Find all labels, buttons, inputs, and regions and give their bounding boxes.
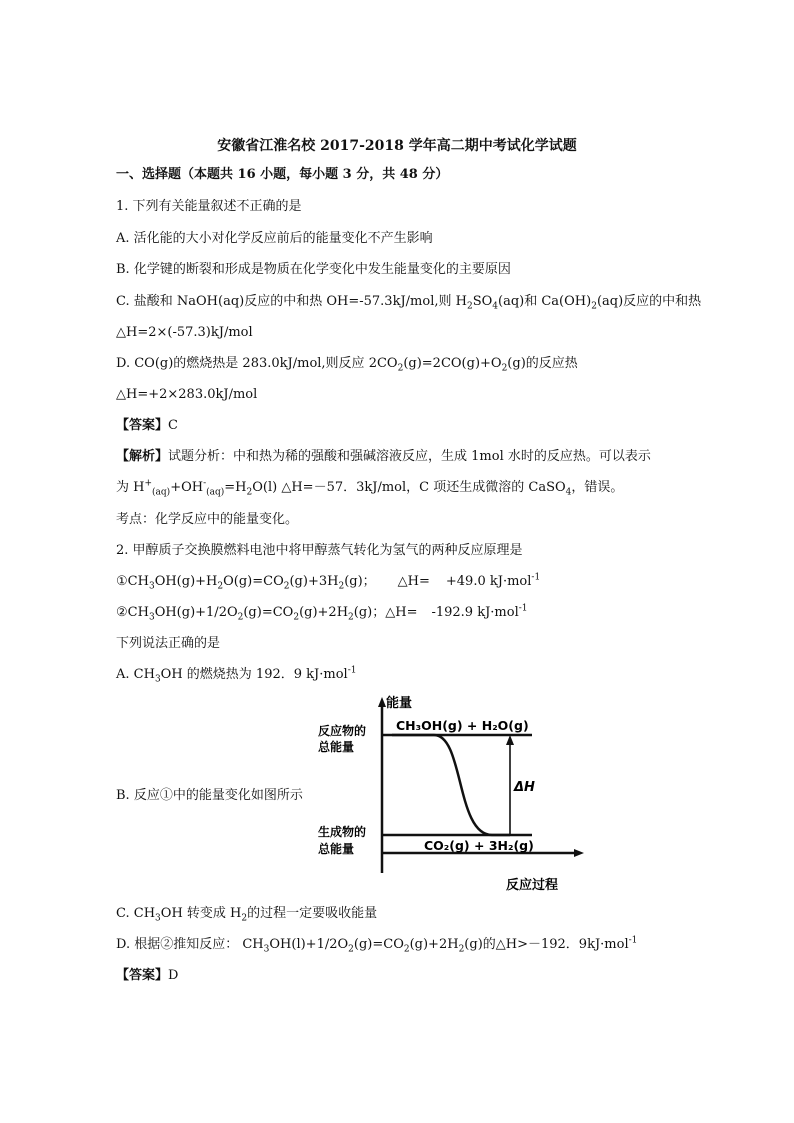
product-label-1: 生成物的: [318, 825, 367, 839]
q1-option-c: C. 盐酸和 NaOH(aq)反应的中和热 OH=-57.3kJ/mol,则 $H_2SO_4(aq)$和 $Ca(OH)_2(aq)$反应的中和热: [116, 294, 702, 312]
q2-option-b: B. 反应①中的能量变化如图所示: [116, 788, 303, 803]
q2-option-a: A. $CH_3OH$ 的燃烧热为 192．9 kJ·mol$^{-1}$: [116, 665, 357, 685]
reactant-formula: CH₃OH(g) + H₂O(g): [396, 718, 529, 733]
product-label-2: 总能量: [318, 842, 355, 856]
reactant-label-1: 反应物的: [318, 724, 367, 738]
x-axis-label: 反应过程: [506, 878, 559, 893]
q2-reaction-2: $②CH_3OH(g)+1/2O_2(g)=CO_2(g)+2H_2(g)$；△H= -192.9 kJ·mol$^{-1}$: [116, 603, 528, 623]
q1-analysis: 【解析】试题分析：中和热为稀的强酸和强碱溶液反应，生成 1mol 水时的反应热。可以表示: [116, 449, 651, 464]
q1-option-c-cont: △H=2×(-57.3)kJ/mol: [116, 325, 253, 340]
page-title: 安徽省江淮名校 2017-2018 学年高二期中考试化学试题: [217, 138, 577, 154]
delta-h-label: ΔH: [514, 780, 535, 795]
q2-option-c: C. $CH_3OH$ 转变成 $H_2$的过程一定要吸收能量: [116, 906, 378, 924]
q1-stem: 1. 下列有关能量叙述不正确的是: [116, 199, 302, 214]
y-axis-arrow: [378, 697, 386, 707]
section-heading: 一、选择题（本题共 16 小题，每小题 3 分，共 48 分）: [116, 167, 449, 182]
q2-option-d: D. 根据②推知反应： $CH_3OH(l)+1/2O_2(g)=CO_2(g)+2H_2(g)$的△H>－192．9kJ·mol$^{-1}$: [116, 935, 638, 955]
energy-diagram: [316, 693, 588, 893]
delta-h-arrowhead: [506, 735, 514, 745]
q2-stem: 2. 甲醇质子交换膜燃料电池中将甲醇蒸气转化为氢气的两种反应原理是: [116, 543, 523, 558]
q1-option-a: A. 活化能的大小对化学反应前后的能量变化不产生影响: [116, 231, 433, 246]
q1-answer: 【答案】C: [116, 418, 178, 433]
q2-reaction-1: $①CH_3OH(g)+H_2O(g)=CO_2(g)+3H_2(g)$； △H= +49.0 kJ·mol$^{-1}$: [116, 572, 541, 592]
q2-prompt: 下列说法正确的是: [116, 636, 221, 651]
q1-option-d-cont: △H=+2×283.0kJ/mol: [116, 387, 258, 402]
reactant-label-2: 总能量: [318, 740, 355, 754]
product-formula: CO₂(g) + 3H₂(g): [424, 838, 534, 853]
q1-analysis-cont: 为 $H^+_{(aq)}+OH^-_{(aq)}=H_2O(l)$ △H=－57．3kJ/mol，C 项还生成微溶的 CaSO$_4$，错误。: [116, 478, 624, 498]
reaction-curve: [392, 735, 510, 835]
q1-knowledge-point: 考点：化学反应中的能量变化。: [116, 512, 299, 527]
q2-answer: 【答案】D: [116, 968, 179, 983]
q1-option-d: D. CO(g)的燃烧热是 283.0kJ/mol,则反应 $2CO_2(g)=2CO(g)+O_2(g)$的反应热: [116, 356, 578, 374]
y-axis-label: 能量: [386, 696, 413, 711]
q1-option-b: B. 化学键的断裂和形成是物质在化学变化中发生能量变化的主要原因: [116, 262, 511, 277]
x-axis-arrow: [574, 849, 584, 857]
